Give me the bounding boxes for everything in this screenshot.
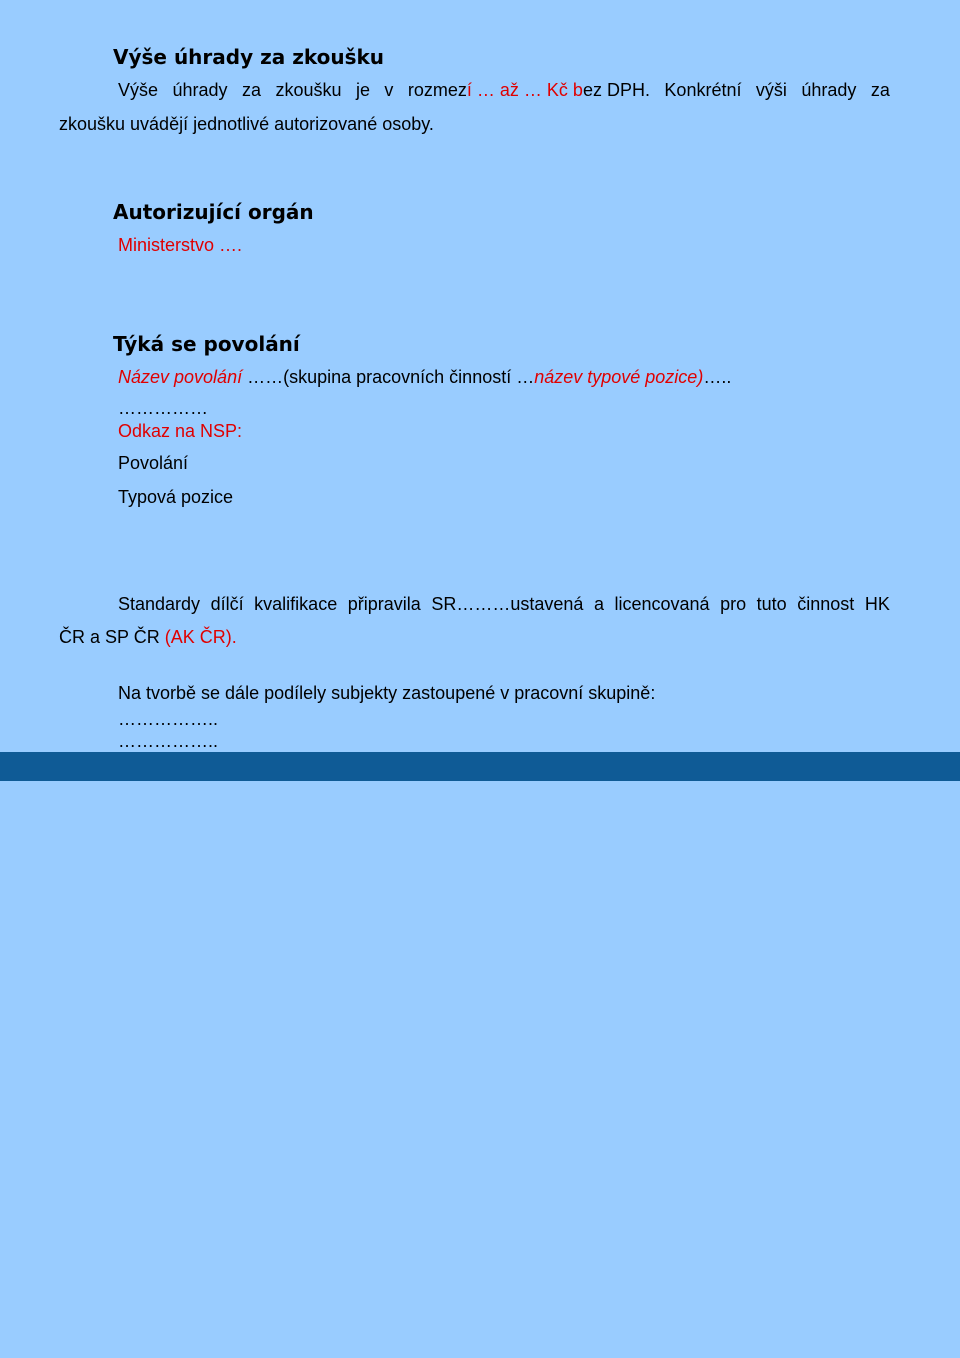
fee-range-red: í … až … Kč b — [466, 80, 583, 100]
standards-line2-red: (AK ČR). — [164, 627, 237, 647]
fee-word: zkoušku — [275, 80, 342, 100]
standards-word: připravila — [347, 594, 421, 614]
standards-word: pro — [720, 594, 747, 614]
nsp-item-povolani: Povolání — [118, 453, 189, 473]
participants-dots-b: …………….. — [118, 731, 219, 751]
standards-word: dílčí — [210, 594, 244, 614]
fee-word: v — [384, 80, 394, 100]
standards-word: licencovaná — [614, 594, 710, 614]
profession-dots-end: ….. — [703, 367, 732, 387]
fee-word: úhrady — [172, 80, 228, 100]
standards-line1 — [118, 593, 890, 615]
profession-group: (skupina pracovních činností … — [283, 367, 535, 387]
fee-range — [408, 79, 650, 101]
standards-line2 — [59, 626, 237, 648]
fee-word: za — [870, 80, 890, 100]
fee-paragraph-line1 — [118, 79, 890, 101]
profession-position-label: název typové pozice) — [534, 367, 704, 387]
footer-band — [0, 752, 960, 781]
nsp-item-typova-pozice: Typová pozice — [118, 487, 234, 507]
fee-range-suffix: ez DPH. — [582, 80, 650, 100]
standards-word: a — [593, 594, 604, 614]
standards-word: činnost — [797, 594, 855, 614]
fee-paragraph-line2: zkoušku uvádějí jednotlivé autorizované osoby. — [59, 114, 434, 134]
profession-dots-line: …………… — [118, 398, 208, 418]
participants-dots-a: …………….. — [118, 709, 219, 729]
standards-line2-text: ČR a SP ČR — [59, 627, 165, 647]
authority-heading: Autorizující orgán — [113, 200, 314, 224]
standards-word: kvalifikace — [254, 594, 338, 614]
fee-range-prefix: rozmez — [407, 80, 467, 100]
fee-word: úhrady — [801, 80, 857, 100]
profession-name-label: Název povolání — [118, 367, 243, 387]
participants-text: Na tvorbě se dále podílely subjekty zastoupené v pracovní skupině: — [118, 683, 656, 703]
fee-word: Konkrétní — [664, 80, 742, 100]
fee-word: za — [241, 80, 261, 100]
standards-word: HK — [864, 594, 890, 614]
authority-value: Ministerstvo …. — [118, 235, 243, 255]
standards-word: tuto — [756, 594, 787, 614]
profession-dots: …… — [242, 367, 284, 387]
standards-word: Standardy — [118, 594, 201, 614]
fee-word: je — [355, 80, 370, 100]
fee-heading: Výše úhrady za zkoušku — [113, 45, 385, 69]
fee-word: výši — [755, 80, 787, 100]
fee-word: Výše — [118, 80, 159, 100]
nsp-link-label: Odkaz na NSP: — [118, 421, 243, 441]
profession-heading: Týká se povolání — [113, 332, 300, 356]
standards-word: SR………ustavená — [431, 594, 584, 614]
profession-name-line — [118, 366, 731, 388]
